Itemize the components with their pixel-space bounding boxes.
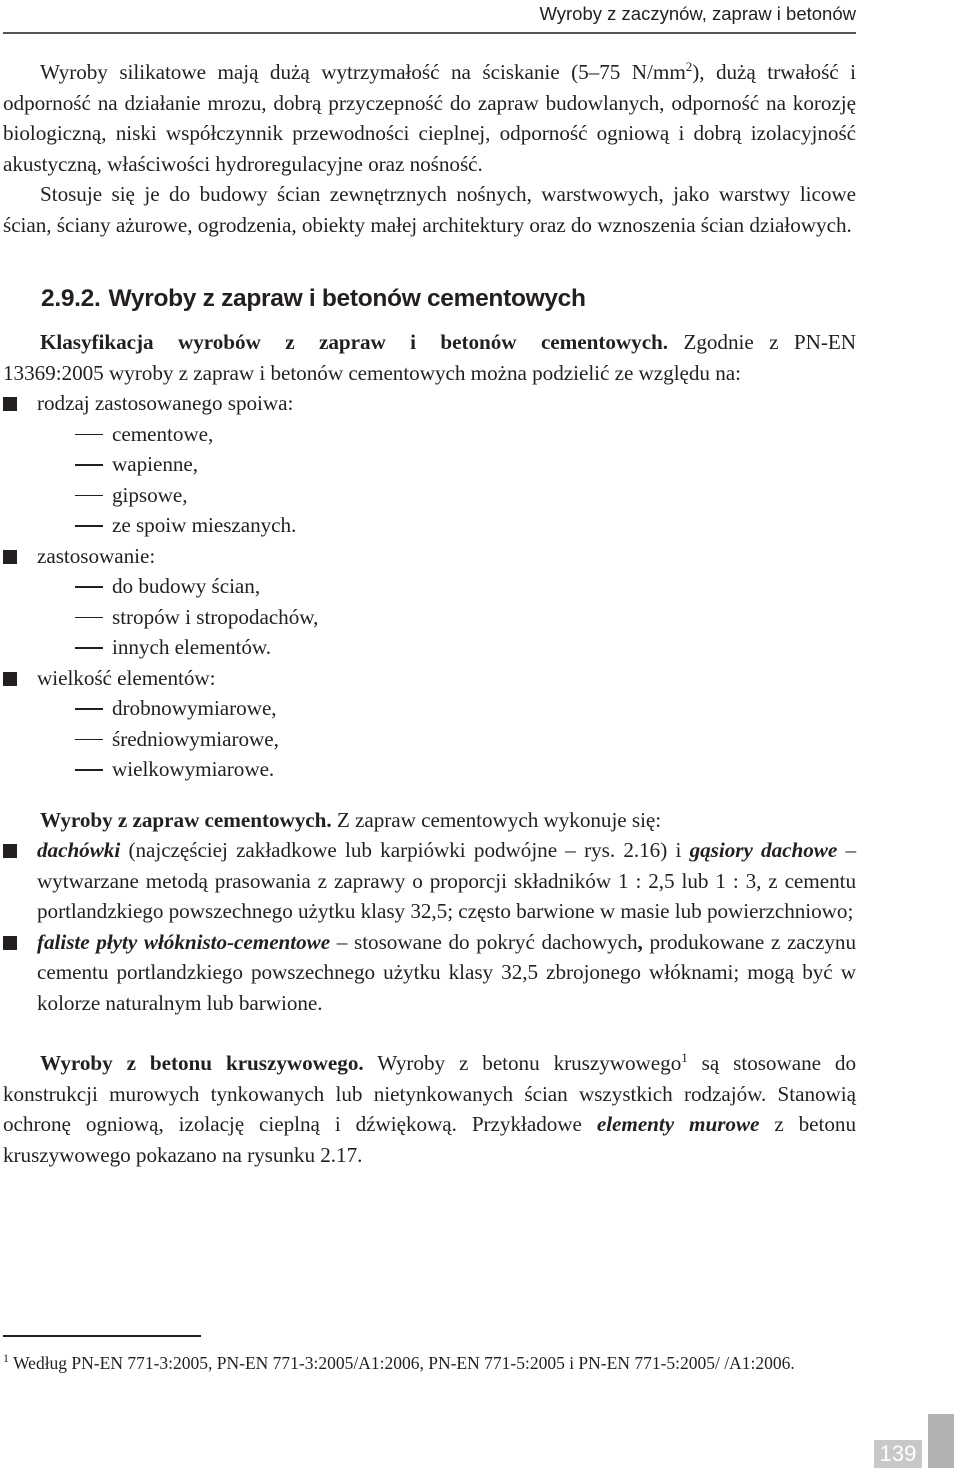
dash-bullet-icon (75, 769, 103, 771)
mortar-lead: Wyroby z zapraw cementowych. (40, 807, 332, 832)
section-heading (41, 284, 856, 314)
dash-bullet-icon (75, 617, 103, 619)
running-header: Wyroby z zaczynów, zapraw i betonów (539, 3, 856, 24)
dash-bullet-icon (75, 464, 103, 466)
dash-bullet-icon (75, 739, 103, 741)
section-title: Wyroby z zapraw i betonów cementowych (108, 285, 586, 312)
dash-bullet-icon (75, 647, 103, 649)
list-item: stropów i stropodachów, (37, 602, 856, 633)
dash-bullet-icon (75, 434, 103, 436)
footnote: $^1$ Według PN-EN 771-3:2005, PN-EN 771-3:2005/A1:2006, PN-EN 771-5:2005 i PN-EN 771-5:2005/ /A1:2006. (3, 1351, 795, 1373)
square-bullet-icon (3, 672, 17, 686)
square-bullet-icon (3, 550, 17, 564)
classification-paragraph: Klasyfikacja wyrobów z zapraw i betonów cementowych. Zgodnie z PN-EN 13369:2005 wyroby z zapraw i betonów cementowych można podzielić ze względu na: (3, 330, 856, 385)
list-item: średniowymiarowe, (37, 724, 856, 755)
section-number: 2.9.2. (41, 285, 101, 312)
intro-paragraph-2: Stosuje się je do budowy ścian zewnętrznych nośnych, warstwowych, jako warstwy licowe ścian, ściany ażurowe, ogrodzenia, obiekty małej architektury oraz do wznoszenia ścian działowych. (3, 182, 856, 237)
classification-list (3, 388, 856, 785)
list-item: faliste płyty włóknisto-cementowe – stosowane do pokryć dachowych, produkowane z zaczynu cementu portlandzkiego powszechnego użytku klasy 32,5 zbrojonego włóknami; mogą być w kolorze naturalnym lub barwione. (3, 927, 856, 1019)
square-bullet-icon (3, 844, 17, 858)
page-number: 139 (874, 1440, 922, 1468)
dash-bullet-icon (75, 708, 103, 710)
header-rule (3, 32, 856, 34)
list-item: cementowe, (37, 419, 856, 450)
footnote-rule (3, 1335, 201, 1337)
dash-bullet-icon (75, 586, 103, 588)
intro-paragraph-1: Wyroby silikatowe mają dużą wytrzymałość na ściskanie (5–75 $N/mm^2$), dużą trwałość i odporność na działanie mrozu, dobrą przyczepność do zapraw budowlanych, odporność na korozję biologiczną, niski współczynnik przewodności cieplnej, odporność ogniową i dobrą izolacyjność akustyczną, właściwości hydroregulacyjne oraz nośność. (3, 59, 856, 176)
list-item: ze spoiw mieszanych. (37, 510, 856, 541)
classification-group: rodzaj zastosowanego spoiwa: cementowe, wapienne, gipsowe, ze spoiw mieszanych. (3, 388, 856, 541)
list-item: wielkowymiarowe. (37, 754, 856, 785)
list-item: gipsowe, (37, 480, 856, 511)
classification-lead: Klasyfikacja wyrobów z zapraw i betonów cementowych. (40, 330, 669, 354)
mortar-list (3, 835, 856, 1018)
list-item: do budowy ścian, (37, 571, 856, 602)
aggregate-paragraph: Wyroby z betonu kruszywowego. Wyroby z betonu kruszywowego$^1$ są stosowane do konstrukcji murowych tynkowanych lub nietynkowanych ścian wszystkich rodzajów. Stanowią ochronę ogniową, izolację cieplną i dźwiękową. Przykładowe elementy murowe z betonu kruszywowego pokazano na rysunku 2.17. (3, 1050, 857, 1167)
square-bullet-icon (3, 936, 17, 950)
page-edge-marker (928, 1414, 954, 1468)
list-item: wapienne, (37, 449, 856, 480)
aggregate-lead: Wyroby z betonu kruszywowego. (40, 1051, 364, 1075)
page-body (3, 57, 856, 1170)
classification-group: zastosowanie: do budowy ścian, stropów i stropodachów, innych elementów. (3, 541, 856, 663)
list-item: innych elementów. (37, 632, 856, 663)
mortar-paragraph: Wyroby z zapraw cementowych. Z zapraw cementowych wykonuje się: (40, 807, 662, 832)
dash-bullet-icon (75, 495, 103, 497)
square-bullet-icon (3, 397, 17, 411)
list-item: drobnowymiarowe, (37, 693, 856, 724)
list-item: dachówki (najczęściej zakładkowe lub karpiówki podwójne – rys. 2.16) i gąsiory dachowe – wytwarzane metodą prasowania z zaprawy o proporcji składników 1 : 2,5 lub 1 : 3, z cementu portlandzkiego powszechnego użytku klasy 32,5; często barwione w masie lub powierzchniowo; (3, 835, 856, 927)
dash-bullet-icon (75, 525, 103, 527)
classification-group: wielkość elementów: drobnowymiarowe, średniowymiarowe, wielkowymiarowe. (3, 663, 856, 785)
